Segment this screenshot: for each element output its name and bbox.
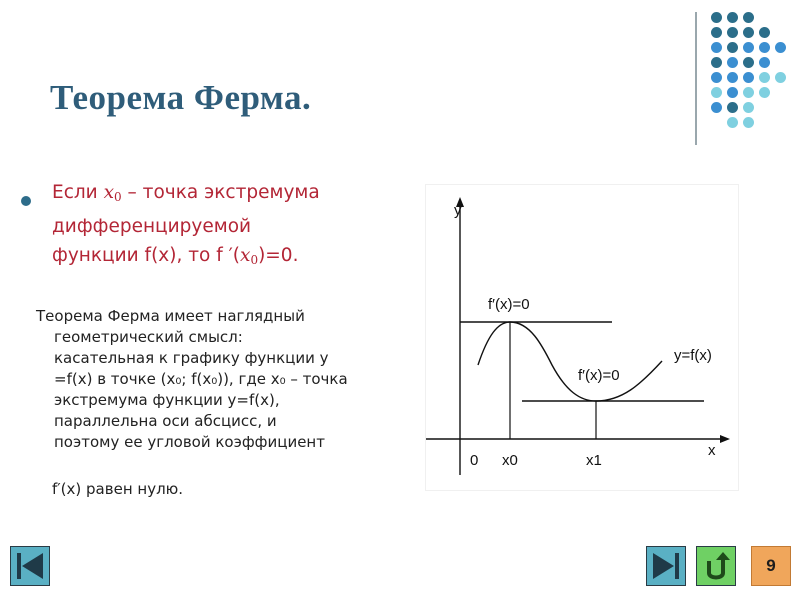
u-turn-arrow-icon [697,547,735,585]
previous-slide-button[interactable] [10,546,50,586]
next-slide-button[interactable] [646,546,686,586]
paragraph-line: Теорема Ферма имеет наглядный [36,307,305,325]
fermat-graph [426,185,738,490]
curve-label: y=f(x) [674,347,712,364]
skip-to-end-icon [647,547,685,585]
paragraph-line: =f(x) в точке (x₀; f(x₀)), где x₀ – точка [54,370,348,388]
return-button[interactable] [696,546,736,586]
theorem-line-1-suffix: – точка экстремума [121,182,320,203]
paragraph-last-line: f′(x) равен нулю. [52,480,184,498]
x-axis-label: x [708,442,716,459]
theorem-line-2: дифференцируемой [52,216,252,237]
y-axis-label: y [454,202,462,219]
paragraph-line: геометрический смысл: [54,328,243,346]
decorative-dot-grid [711,12,791,130]
skip-to-start-icon [11,547,49,585]
paragraph-line: касательная к графику функции y [54,349,329,367]
theorem-line-1 [52,178,392,212]
x0-variable: $x_0$ [103,182,122,204]
title-divider [695,12,697,145]
min-tangent-label: f′(x)=0 [578,367,620,384]
geometric-meaning-paragraph [36,306,391,453]
page-number-badge: 9 [751,546,791,586]
x1-tick-label: x1 [586,452,602,469]
slide-title: Теорема Ферма. [50,78,312,117]
max-tangent-label: f′(x)=0 [488,296,530,313]
theorem-line-1-prefix: Если [52,182,104,203]
x0-tick-label: x0 [502,452,518,469]
theorem-line-3: функции f(x), то f $'(x_0)=0$. [52,245,299,267]
theorem-statement [52,178,392,275]
bullet-marker [21,196,31,206]
paragraph-line: экстремума функции y=f(x), [54,391,280,409]
paragraph-line: параллельна оси абсцисс, и [54,412,277,430]
paragraph-line: поэтому ее угловой коэффициент [54,433,325,451]
x0-variable-2: $x_0$ [240,245,259,267]
origin-label: 0 [470,452,479,469]
